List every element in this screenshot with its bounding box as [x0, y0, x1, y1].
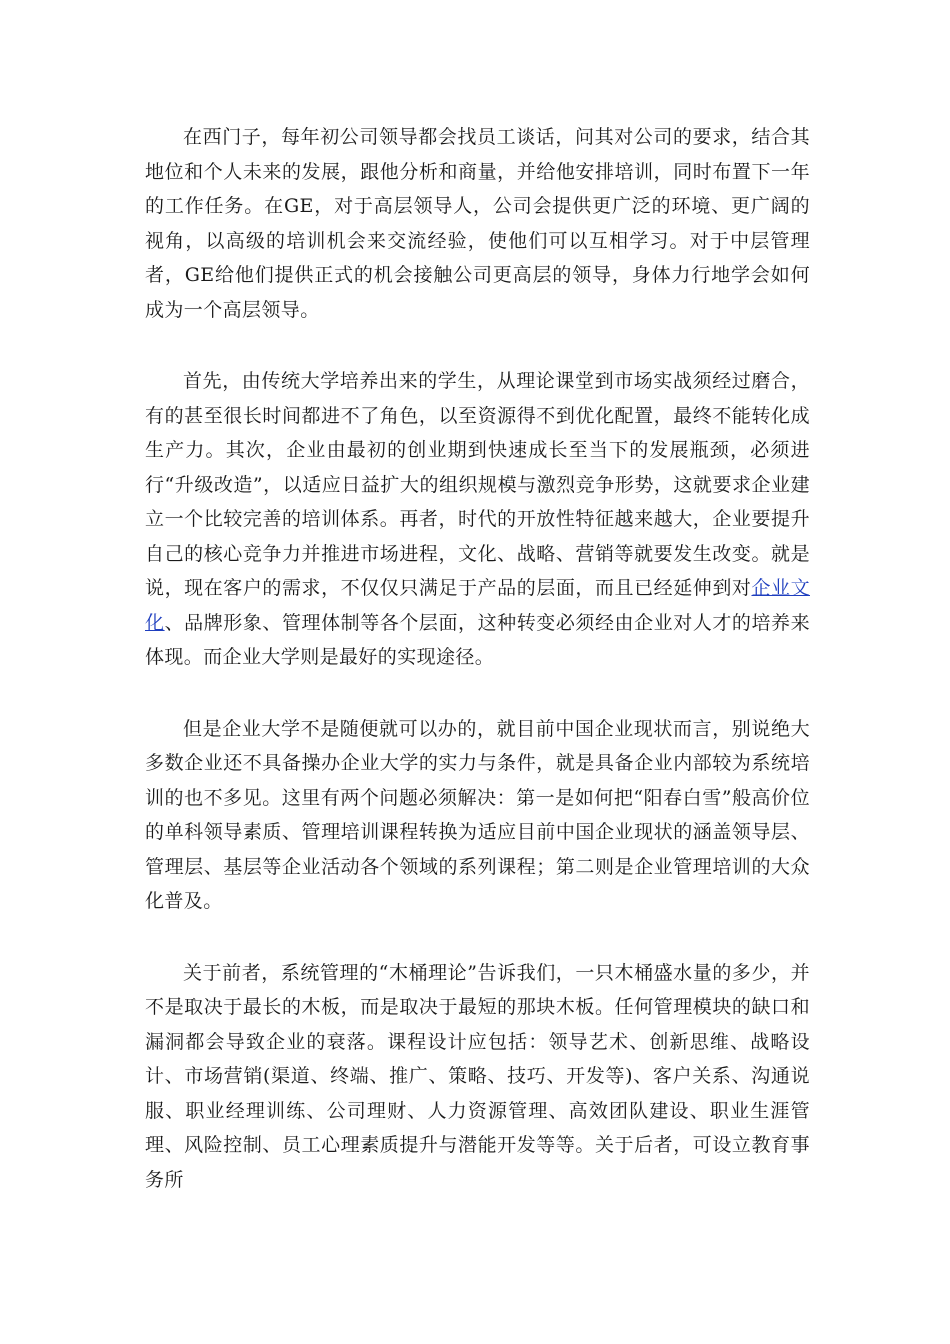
paragraph-2	[145, 364, 810, 675]
enterprise-culture-link[interactable]: 企业文化	[145, 577, 810, 634]
paragraph-4	[145, 956, 810, 1198]
document-body	[145, 120, 810, 1234]
paragraph-1	[145, 120, 810, 327]
paragraph-4-text: 关于前者，系统管理的“木桶理论”告诉我们，一只木桶盛水量的多少，并不是取决于最长的木板，而是取决于最短的那块木板。任何管理模块的缺口和漏洞都会导致企业的衰落。课程设计应包括：领导艺术、创新思维、战略设计、市场营销(渠道、终端、推广、策略、技巧、开发等)、客户关系、沟通说服、职业经理训练、公司理财、人力资源管理、高效团队建设、职业生涯管理、风险控制、员工心理素质提升与潜能开发等等。关于后者，可设立教育事务所	[145, 961, 810, 1191]
paragraph-3-text: 但是企业大学不是随便就可以办的，就目前中国企业现状而言，别说绝大多数企业还不具备操办企业大学的实力与条件，就是具备企业内部较为系统培训的也不多见。这里有两个问题必须解决：第一是如何把“阳春白雪”般高价位的单科领导素质、管理培训课程转换为适应目前中国企业现状的涵盖领导层、管理层、基层等企业活动各个领域的系列课程；第二则是企业管理培训的大众化普及。	[145, 717, 810, 912]
paragraph-3	[145, 712, 810, 919]
paragraph-1-text: 在西门子，每年初公司领导都会找员工谈话，问其对公司的要求，结合其地位和个人未来的发展，跟他分析和商量，并给他安排培训，同时布置下一年的工作任务。在GE，对于高层领导人，公司会提供更广泛的环境、更广阔的视角，以高级的培训机会来交流经验，使他们可以互相学习。对于中层管理者，GE给他们提供正式的机会接触公司更高层的领导，身体力行地学会如何成为一个高层领导。	[145, 126, 810, 321]
paragraph-2-text-part-1: 首先，由传统大学培养出来的学生，从理论课堂到市场实战须经过磨合，有的甚至很长时间都进不了角色，以至资源得不到优化配置，最终不能转化成生产力。其次，企业由最初的创业期到快速成长至当下的发展瓶颈，必须进行“升级改造”，以适应日益扩大的组织规模与激烈竞争形势，这就要求企业建立一个比较完善的培训体系。再者，时代的开放性特征越来越大，企业要提升自己的核心竞争力并推进市场进程，文化、战略、营销等就要发生改变。就是说，现在客户的需求，不仅仅只满足于产品的层面，而且已经延伸到对	[145, 370, 810, 599]
paragraph-2-text-part-2: 、品牌形象、管理体制等各个层面，这种转变必须经由企业对人才的培养来体现。而企业大学则是最好的实现途径。	[145, 611, 811, 668]
